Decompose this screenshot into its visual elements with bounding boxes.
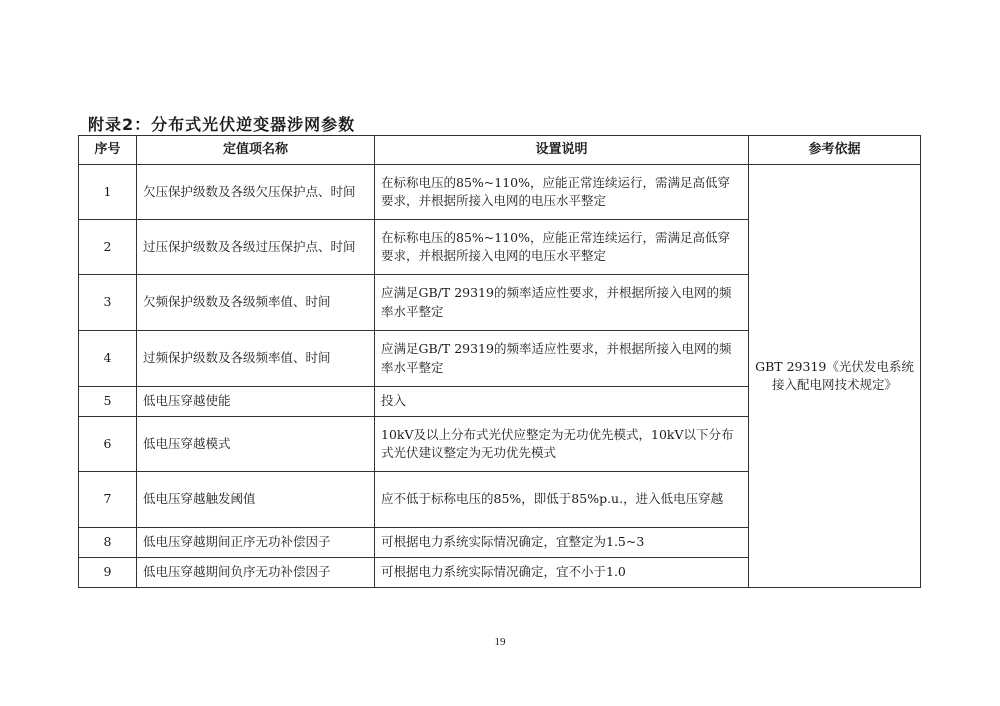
reference-cell: GBT 29319《光伏发电系统接入配电网技术规定》 (749, 165, 921, 588)
row-number: 9 (79, 558, 137, 588)
row-description: 在标称电压的85%~110%，应能正常连续运行，需满足高低穿要求，并根据所接入电网的电压水平整定 (375, 220, 749, 275)
row-item-name: 低电压穿越期间负序无功补偿因子 (137, 558, 375, 588)
header-description: 设置说明 (375, 136, 749, 165)
row-item-name: 过压保护级数及各级过压保护点、时间 (137, 220, 375, 275)
row-number: 4 (79, 331, 137, 387)
row-description: 应满足GB/T 29319的频率适应性要求，并根据所接入电网的频率水平整定 (375, 275, 749, 331)
row-item-name: 过频保护级数及各级频率值、时间 (137, 331, 375, 387)
row-item-name: 低电压穿越期间正序无功补偿因子 (137, 528, 375, 558)
row-number: 5 (79, 387, 137, 417)
page-number: 19 (494, 636, 506, 648)
table-row (79, 165, 921, 220)
row-item-name: 低电压穿越使能 (137, 387, 375, 417)
document-title: 附录2：分布式光伏逆变器涉网参数 (88, 115, 356, 134)
row-item-name: 低电压穿越模式 (137, 417, 375, 472)
header-seq: 序号 (79, 136, 137, 165)
row-number: 3 (79, 275, 137, 331)
row-description: 可根据电力系统实际情况确定，宜整定为1.5~3 (375, 528, 749, 558)
row-number: 2 (79, 220, 137, 275)
row-item-name: 低电压穿越触发阈值 (137, 472, 375, 528)
header-item-name: 定值项名称 (137, 136, 375, 165)
header-reference: 参考依据 (749, 136, 921, 165)
row-description: 应不低于标称电压的85%，即低于85%p.u.，进入低电压穿越 (375, 472, 749, 528)
row-description: 在标称电压的85%~110%，应能正常连续运行，需满足高低穿要求，并根据所接入电网的电压水平整定 (375, 165, 749, 220)
row-description: 应满足GB/T 29319的频率适应性要求，并根据所接入电网的频率水平整定 (375, 331, 749, 387)
parameter-table (78, 135, 921, 588)
row-description: 10kV及以上分布式光伏应整定为无功优先模式，10kV以下分布式光伏建议整定为无功优先模式 (375, 417, 749, 472)
row-description: 投入 (375, 387, 749, 417)
row-description: 可根据电力系统实际情况确定，宜不小于1.0 (375, 558, 749, 588)
table-header-row (79, 136, 921, 165)
row-number: 6 (79, 417, 137, 472)
row-number: 1 (79, 165, 137, 220)
row-item-name: 欠压保护级数及各级欠压保护点、时间 (137, 165, 375, 220)
row-item-name: 欠频保护级数及各级频率值、时间 (137, 275, 375, 331)
row-number: 7 (79, 472, 137, 528)
row-number: 8 (79, 528, 137, 558)
